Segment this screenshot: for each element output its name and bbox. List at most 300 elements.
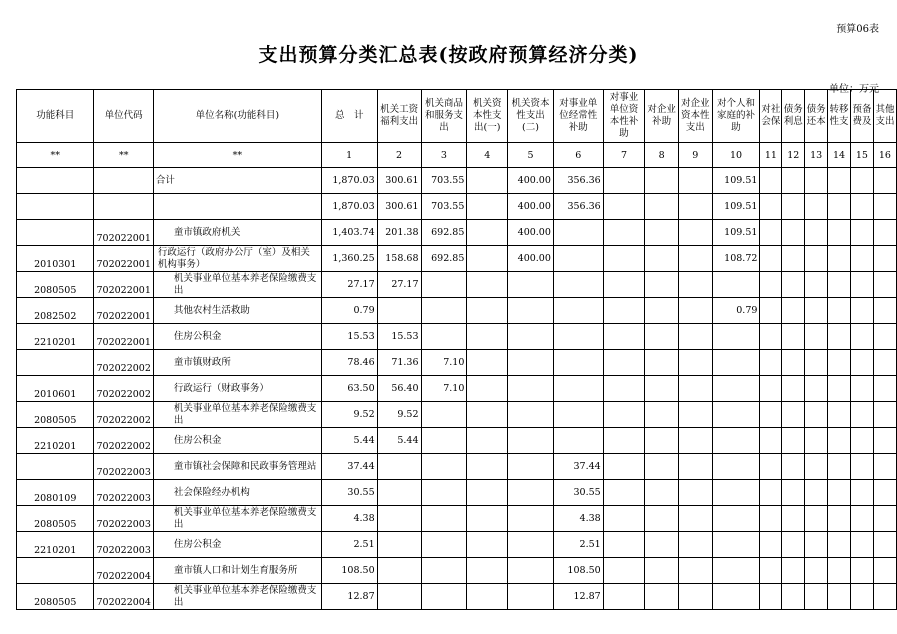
cell-c7	[645, 324, 679, 350]
cell-c5	[553, 324, 603, 350]
cell-code: 702022002	[94, 350, 153, 376]
cell-func: 2080505	[17, 272, 94, 298]
cell-c14	[851, 506, 874, 532]
cell-c13	[828, 298, 851, 324]
cell-c7	[645, 350, 679, 376]
index-cell: 9	[678, 143, 712, 168]
cell-c1: 71.36	[377, 350, 421, 376]
cell-c8	[678, 168, 712, 194]
cell-code	[94, 168, 153, 194]
cell-name: 住房公积金	[153, 428, 321, 454]
index-cell: 15	[851, 143, 874, 168]
header-c5: 对事业单位经常性补助	[553, 90, 603, 143]
cell-code: 702022003	[94, 480, 153, 506]
cell-func: 2082502	[17, 298, 94, 324]
cell-name: 童市镇社会保障和民政事务管理站	[153, 454, 321, 480]
cell-c5	[553, 272, 603, 298]
cell-c7	[645, 298, 679, 324]
cell-c15	[873, 272, 896, 298]
cell-name: 机关事业单位基本养老保险缴费支出	[153, 506, 321, 532]
cell-c9	[712, 506, 760, 532]
cell-name: 行政运行（政府办公厅（室）及相关机构事务）	[153, 246, 321, 272]
header-row	[17, 90, 897, 143]
form-number: 预算06表	[836, 24, 879, 35]
cell-c11	[782, 298, 805, 324]
cell-c11	[782, 272, 805, 298]
cell-c11	[782, 246, 805, 272]
cell-c8	[678, 428, 712, 454]
cell-c15	[873, 246, 896, 272]
cell-c5: 356.36	[553, 194, 603, 220]
cell-c7	[645, 376, 679, 402]
cell-c14	[851, 324, 874, 350]
cell-c6	[603, 480, 645, 506]
cell-c1: 9.52	[377, 402, 421, 428]
cell-c7	[645, 402, 679, 428]
cell-c9	[712, 350, 760, 376]
header-c6: 对事业单位资本性补助	[603, 90, 645, 143]
cell-c2	[421, 324, 467, 350]
table-row	[17, 558, 897, 584]
table-row	[17, 480, 897, 506]
cell-func: 2080505	[17, 584, 94, 610]
cell-c6	[603, 324, 645, 350]
cell-c14	[851, 272, 874, 298]
cell-name: 童市镇人口和计划生育服务所	[153, 558, 321, 584]
cell-c12	[805, 272, 828, 298]
index-cell: 6	[553, 143, 603, 168]
cell-c12	[805, 376, 828, 402]
cell-c12	[805, 428, 828, 454]
cell-c10	[760, 428, 782, 454]
cell-c4	[508, 376, 554, 402]
cell-c10	[760, 584, 782, 610]
cell-c10	[760, 272, 782, 298]
cell-c11	[782, 350, 805, 376]
cell-name: 童市镇政府机关	[153, 220, 321, 246]
cell-total: 78.46	[321, 350, 377, 376]
cell-func: 2010601	[17, 376, 94, 402]
cell-c14	[851, 532, 874, 558]
cell-c10	[760, 350, 782, 376]
cell-c15	[873, 350, 896, 376]
cell-c8	[678, 402, 712, 428]
cell-total: 5.44	[321, 428, 377, 454]
table-body	[17, 168, 897, 610]
cell-c3	[467, 584, 508, 610]
cell-total: 1,360.25	[321, 246, 377, 272]
cell-total: 1,870.03	[321, 168, 377, 194]
table-row	[17, 532, 897, 558]
cell-c6	[603, 194, 645, 220]
index-cell: 8	[645, 143, 679, 168]
cell-c8	[678, 220, 712, 246]
cell-c15	[873, 324, 896, 350]
cell-c3	[467, 402, 508, 428]
cell-c8	[678, 506, 712, 532]
cell-c15	[873, 298, 896, 324]
cell-c6	[603, 428, 645, 454]
cell-c13	[828, 220, 851, 246]
cell-code: 702022002	[94, 376, 153, 402]
cell-c7	[645, 506, 679, 532]
cell-c14	[851, 454, 874, 480]
cell-c3	[467, 350, 508, 376]
cell-c9	[712, 272, 760, 298]
header-c11: 债务利息	[782, 90, 805, 143]
cell-total: 1,870.03	[321, 194, 377, 220]
cell-c13	[828, 194, 851, 220]
cell-c2	[421, 298, 467, 324]
cell-c13	[828, 350, 851, 376]
cell-c1	[377, 532, 421, 558]
cell-c15	[873, 584, 896, 610]
header-c3: 机关资本性支出(一)	[467, 90, 508, 143]
cell-c2	[421, 532, 467, 558]
cell-c1	[377, 298, 421, 324]
index-cell: 13	[805, 143, 828, 168]
cell-c11	[782, 532, 805, 558]
cell-code: 702022002	[94, 402, 153, 428]
cell-c2	[421, 272, 467, 298]
cell-c8	[678, 480, 712, 506]
cell-total: 1,403.74	[321, 220, 377, 246]
cell-c13	[828, 246, 851, 272]
cell-c8	[678, 246, 712, 272]
cell-c4	[508, 558, 554, 584]
cell-c2: 692.85	[421, 220, 467, 246]
cell-c11	[782, 506, 805, 532]
table-row	[17, 168, 897, 194]
cell-code	[94, 194, 153, 220]
cell-c9	[712, 324, 760, 350]
cell-c10	[760, 324, 782, 350]
index-row	[17, 143, 897, 168]
cell-c3	[467, 246, 508, 272]
cell-code: 702022003	[94, 506, 153, 532]
cell-total: 12.87	[321, 584, 377, 610]
cell-c7	[645, 246, 679, 272]
cell-c10	[760, 298, 782, 324]
index-cell: 1	[321, 143, 377, 168]
cell-c9	[712, 584, 760, 610]
index-cell: 3	[421, 143, 467, 168]
cell-c1: 27.17	[377, 272, 421, 298]
cell-c14	[851, 428, 874, 454]
cell-c3	[467, 194, 508, 220]
cell-c13	[828, 402, 851, 428]
cell-c6	[603, 246, 645, 272]
table-row	[17, 220, 897, 246]
cell-c2	[421, 558, 467, 584]
cell-c13	[828, 480, 851, 506]
cell-c6	[603, 558, 645, 584]
cell-c14	[851, 402, 874, 428]
cell-c15	[873, 428, 896, 454]
cell-c5: 4.38	[553, 506, 603, 532]
cell-total: 4.38	[321, 506, 377, 532]
cell-c14	[851, 350, 874, 376]
cell-total: 2.51	[321, 532, 377, 558]
index-cell: 16	[873, 143, 896, 168]
cell-c15	[873, 480, 896, 506]
cell-name: 机关事业单位基本养老保险缴费支出	[153, 272, 321, 298]
cell-c15	[873, 558, 896, 584]
index-cell: 5	[508, 143, 554, 168]
cell-c15	[873, 220, 896, 246]
cell-c14	[851, 298, 874, 324]
cell-c11	[782, 220, 805, 246]
cell-c11	[782, 584, 805, 610]
cell-c12	[805, 350, 828, 376]
cell-c8	[678, 454, 712, 480]
cell-c11	[782, 402, 805, 428]
cell-c13	[828, 272, 851, 298]
cell-c10	[760, 376, 782, 402]
cell-code: 702022001	[94, 220, 153, 246]
cell-c10	[760, 194, 782, 220]
cell-c15	[873, 194, 896, 220]
index-cell: 7	[603, 143, 645, 168]
cell-c11	[782, 194, 805, 220]
cell-c11	[782, 480, 805, 506]
cell-c6	[603, 584, 645, 610]
table-row	[17, 194, 897, 220]
cell-func: 2080109	[17, 480, 94, 506]
cell-func: 2210201	[17, 428, 94, 454]
cell-func	[17, 558, 94, 584]
cell-c5	[553, 376, 603, 402]
cell-c13	[828, 324, 851, 350]
cell-c3	[467, 272, 508, 298]
cell-c4	[508, 532, 554, 558]
cell-c14	[851, 376, 874, 402]
header-c12: 债务还本	[805, 90, 828, 143]
cell-c3	[467, 298, 508, 324]
cell-c10	[760, 220, 782, 246]
header-c8: 对企业资本性支出	[678, 90, 712, 143]
cell-c10	[760, 402, 782, 428]
cell-total: 15.53	[321, 324, 377, 350]
cell-c5	[553, 350, 603, 376]
cell-name: 机关事业单位基本养老保险缴费支出	[153, 584, 321, 610]
header-func: 功能科目	[17, 90, 94, 143]
cell-name: 住房公积金	[153, 532, 321, 558]
header-c10: 对社会保	[760, 90, 782, 143]
table-row	[17, 402, 897, 428]
cell-name: 住房公积金	[153, 324, 321, 350]
cell-c3	[467, 324, 508, 350]
cell-c2	[421, 428, 467, 454]
cell-c4	[508, 402, 554, 428]
cell-c4	[508, 324, 554, 350]
table-row	[17, 428, 897, 454]
cell-c7	[645, 194, 679, 220]
cell-c12	[805, 324, 828, 350]
cell-c4	[508, 584, 554, 610]
cell-c10	[760, 558, 782, 584]
cell-c9	[712, 454, 760, 480]
cell-c15	[873, 168, 896, 194]
cell-c13	[828, 532, 851, 558]
cell-c7	[645, 220, 679, 246]
cell-c6	[603, 376, 645, 402]
cell-c12	[805, 480, 828, 506]
header-c15: 其他支出	[873, 90, 896, 143]
cell-c14	[851, 194, 874, 220]
cell-code: 702022004	[94, 584, 153, 610]
cell-c9	[712, 480, 760, 506]
cell-c5	[553, 428, 603, 454]
cell-total: 0.79	[321, 298, 377, 324]
cell-c10	[760, 168, 782, 194]
cell-c3	[467, 376, 508, 402]
cell-c5: 2.51	[553, 532, 603, 558]
table-row	[17, 376, 897, 402]
cell-func: 2080505	[17, 402, 94, 428]
cell-c2: 703.55	[421, 194, 467, 220]
cell-c4	[508, 428, 554, 454]
cell-c3	[467, 480, 508, 506]
unit-label: 单位：万元	[829, 84, 879, 95]
cell-c5	[553, 246, 603, 272]
cell-c4: 400.00	[508, 194, 554, 220]
cell-c5	[553, 298, 603, 324]
cell-c7	[645, 272, 679, 298]
cell-c4	[508, 480, 554, 506]
cell-c8	[678, 584, 712, 610]
cell-c7	[645, 558, 679, 584]
cell-c8	[678, 324, 712, 350]
page-title: 支出预算分类汇总表(按政府预算经济分类)	[258, 44, 639, 66]
cell-c4	[508, 298, 554, 324]
table-row	[17, 324, 897, 350]
cell-c3	[467, 168, 508, 194]
cell-c14	[851, 558, 874, 584]
cell-total: 30.55	[321, 480, 377, 506]
cell-c7	[645, 480, 679, 506]
header-c2: 机关商品和服务支出	[421, 90, 467, 143]
cell-c9: 109.51	[712, 194, 760, 220]
cell-c10	[760, 246, 782, 272]
cell-c12	[805, 454, 828, 480]
cell-c2: 7.10	[421, 350, 467, 376]
cell-c5: 12.87	[553, 584, 603, 610]
cell-c15	[873, 532, 896, 558]
cell-code: 702022001	[94, 324, 153, 350]
table-row	[17, 506, 897, 532]
index-cell: **	[17, 143, 94, 168]
cell-c5: 356.36	[553, 168, 603, 194]
cell-c5	[553, 220, 603, 246]
cell-c9: 0.79	[712, 298, 760, 324]
cell-c1: 56.40	[377, 376, 421, 402]
header-name: 单位名称(功能科目)	[153, 90, 321, 143]
table-row	[17, 584, 897, 610]
cell-total: 108.50	[321, 558, 377, 584]
cell-c12	[805, 558, 828, 584]
cell-c11	[782, 324, 805, 350]
cell-func	[17, 220, 94, 246]
cell-name: 童市镇财政所	[153, 350, 321, 376]
cell-c2: 703.55	[421, 168, 467, 194]
cell-c6	[603, 298, 645, 324]
cell-name	[153, 194, 321, 220]
cell-code: 702022001	[94, 246, 153, 272]
table-row	[17, 246, 897, 272]
cell-c13	[828, 558, 851, 584]
header-c13: 转移性支	[828, 90, 851, 143]
cell-c2	[421, 584, 467, 610]
cell-c14	[851, 220, 874, 246]
cell-code: 702022001	[94, 272, 153, 298]
cell-c10	[760, 532, 782, 558]
cell-c14	[851, 168, 874, 194]
cell-c1	[377, 506, 421, 532]
cell-c12	[805, 194, 828, 220]
cell-c1: 158.68	[377, 246, 421, 272]
cell-total: 27.17	[321, 272, 377, 298]
cell-c13	[828, 168, 851, 194]
cell-c8	[678, 194, 712, 220]
cell-c3	[467, 558, 508, 584]
cell-c13	[828, 428, 851, 454]
cell-c11	[782, 454, 805, 480]
cell-code: 702022003	[94, 454, 153, 480]
cell-c8	[678, 376, 712, 402]
cell-c12	[805, 298, 828, 324]
cell-c12	[805, 584, 828, 610]
cell-c2	[421, 454, 467, 480]
cell-c12	[805, 246, 828, 272]
cell-c1	[377, 584, 421, 610]
cell-c1: 5.44	[377, 428, 421, 454]
cell-c6	[603, 402, 645, 428]
header-c9: 对个人和家庭的补助	[712, 90, 760, 143]
cell-c3	[467, 220, 508, 246]
cell-c15	[873, 506, 896, 532]
index-cell: 4	[467, 143, 508, 168]
cell-c6	[603, 220, 645, 246]
cell-c7	[645, 168, 679, 194]
cell-c2	[421, 506, 467, 532]
cell-c1: 300.61	[377, 168, 421, 194]
cell-c4	[508, 350, 554, 376]
cell-func	[17, 454, 94, 480]
cell-c4	[508, 454, 554, 480]
cell-func: 2210201	[17, 324, 94, 350]
cell-c3	[467, 506, 508, 532]
index-cell: 12	[782, 143, 805, 168]
cell-c4	[508, 506, 554, 532]
cell-c13	[828, 506, 851, 532]
cell-c15	[873, 376, 896, 402]
cell-c8	[678, 558, 712, 584]
cell-c12	[805, 506, 828, 532]
cell-c9	[712, 402, 760, 428]
cell-func: 2210201	[17, 532, 94, 558]
cell-c4: 400.00	[508, 246, 554, 272]
cell-func	[17, 350, 94, 376]
cell-c6	[603, 454, 645, 480]
cell-func	[17, 194, 94, 220]
cell-c11	[782, 558, 805, 584]
cell-c6	[603, 506, 645, 532]
cell-c12	[805, 532, 828, 558]
header-c7: 对企业补助	[645, 90, 679, 143]
cell-c11	[782, 428, 805, 454]
cell-c6	[603, 168, 645, 194]
